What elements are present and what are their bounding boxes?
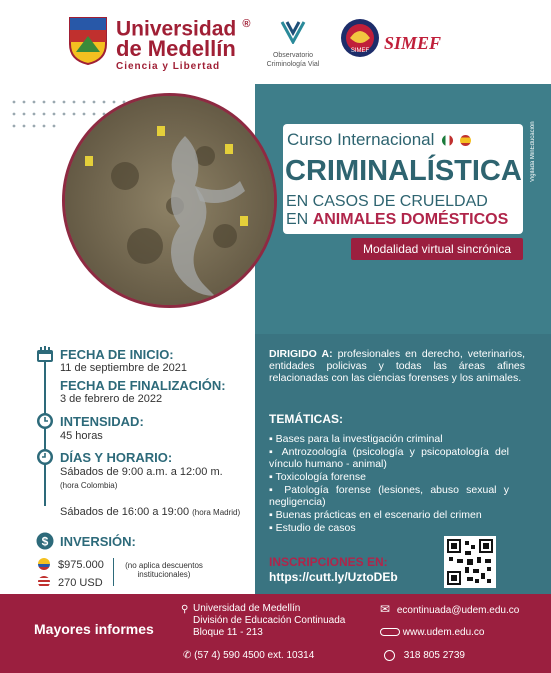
registered-mark: ® [242, 18, 251, 30]
list-item: ▪ Toxicología forense [269, 471, 366, 483]
intensity-label: INTENSIDAD: [60, 414, 144, 429]
course-subtitle-highlight: ANIMALES DOMÉSTICOS [312, 211, 509, 228]
qr-code-icon [447, 539, 493, 585]
end-date-value: 3 de febrero de 2022 [60, 393, 163, 405]
whatsapp-number: 318 805 2739 [403, 650, 465, 662]
price-divider [113, 558, 114, 586]
start-date-label: FECHA DE INICIO: [60, 347, 174, 362]
crime-scene-illustration [65, 96, 277, 308]
list-item: ▪ Antrozoología (psicología y psicopatología del vínculo humano - animal) [269, 446, 509, 470]
crime-scene-photo [62, 93, 277, 308]
target-audience [269, 348, 525, 384]
udem-shield-logo [66, 14, 110, 66]
price-usd: 270 USD [58, 577, 103, 589]
university-tagline: Ciencia y Libertad [116, 61, 221, 73]
start-date-value: 11 de septiembre de 2021 [60, 362, 187, 374]
registration-label: INSCRIPCIONES EN: [269, 555, 388, 569]
location-pin-icon: ⚲ [181, 604, 189, 615]
more-info-label: Mayores informes [34, 621, 154, 637]
price-note [118, 561, 210, 579]
calendar-icon [36, 347, 54, 363]
simef-seal-text: SIMEF [350, 48, 370, 54]
usa-flag-icon [38, 576, 50, 588]
university-name-line2: de Medellín [116, 36, 236, 62]
course-title: CRIMINALÍSTICA [285, 155, 522, 187]
address-line2: División de Educación Continuada [193, 615, 346, 626]
envelope-icon: ✉ [380, 602, 391, 616]
observatorio-line2: Criminología Vial [266, 61, 320, 68]
email-address: econtinuada@udem.edu.co [396, 605, 520, 616]
colombia-flag-icon [38, 558, 50, 570]
course-kicker [287, 130, 471, 150]
list-item: ▪ Patología forense (lesiones, abuso sexual y negligencia) [269, 484, 510, 508]
university-name [116, 14, 250, 73]
qr-code[interactable] [444, 536, 496, 588]
simef-name: SIMEF [384, 33, 442, 53]
end-date-label: FECHA DE FINALIZACIÓN: [60, 378, 226, 393]
schedule-line-2-note: (hora Madrid) [192, 508, 241, 517]
schedule-line-2 [60, 506, 240, 518]
price-note-line2: institucionales) [137, 570, 191, 579]
globe-icon [380, 628, 400, 636]
target-audience-text: profesionales en derecho, veterinarios, entidades policivas y todas las áreas afines relacionadas con las ciencias forenses y los animales. [269, 348, 525, 384]
whatsapp[interactable] [384, 650, 465, 662]
whatsapp-icon [384, 650, 395, 661]
phone [183, 650, 314, 662]
modality-badge: Modalidad virtual sincrónica [351, 238, 523, 260]
website-url: www.udem.edu.co [402, 627, 485, 638]
university-name-line1: Universidad [116, 17, 237, 41]
investment-label: INVERSIÓN: [60, 534, 136, 549]
schedule-line-1: Sábados de 9:00 a.m. a 12:00 m. [60, 466, 223, 478]
email[interactable] [380, 603, 519, 617]
course-kicker-text: Curso Internacional [287, 130, 435, 149]
spain-flag-icon [460, 135, 471, 146]
mexico-flag-icon [442, 135, 453, 146]
topics-label: TEMÁTICAS: [269, 412, 343, 426]
phone-number: (57 4) 590 4500 ext. 10314 [194, 650, 315, 661]
list-item: ▪ Estudio de casos [269, 522, 356, 534]
list-item: ▪ Buenas prácticas en el escenario del crimen [269, 509, 482, 521]
website[interactable] [380, 627, 485, 639]
target-audience-label: DIRIGIDO A: [269, 348, 333, 360]
clock-icon [36, 412, 54, 430]
price-cop: $975.000 [58, 559, 104, 571]
course-subtitle-prefix: EN [286, 211, 309, 228]
simef-seal-logo [340, 18, 380, 58]
schedule-label: DÍAS Y HORARIO: [60, 450, 173, 465]
address-line1: Universidad de Medellín [193, 603, 301, 614]
observatorio-line1: Observatorio [272, 52, 314, 59]
address [183, 603, 345, 639]
address-line3: Bloque 11 - 213 [193, 627, 263, 638]
svg-text:$: $ [41, 534, 49, 549]
money-icon [36, 532, 54, 550]
course-subtitle-line2 [286, 211, 508, 229]
observatorio-icon [280, 20, 306, 44]
list-item: ▪ Bases para la investigación criminal [269, 433, 443, 445]
schedule-line-1-note: (hora Colombia) [60, 481, 118, 490]
observatorio-logo [258, 20, 328, 69]
vigilada-label: Vigilada MinEducación [530, 121, 536, 182]
intensity-value: 45 horas [60, 430, 103, 442]
topics-list [269, 433, 509, 535]
schedule-clock-icon [36, 448, 54, 466]
phone-icon: ✆ [183, 650, 192, 661]
schedule-line-2-text: Sábados de 16:00 a 19:00 [60, 506, 190, 518]
course-subtitle-line1: EN CASOS DE CRUELDAD [286, 193, 488, 210]
registration-link[interactable]: https://cutt.ly/UztoDEb [269, 570, 398, 584]
price-note-line1: (no aplica descuentos [125, 561, 203, 570]
